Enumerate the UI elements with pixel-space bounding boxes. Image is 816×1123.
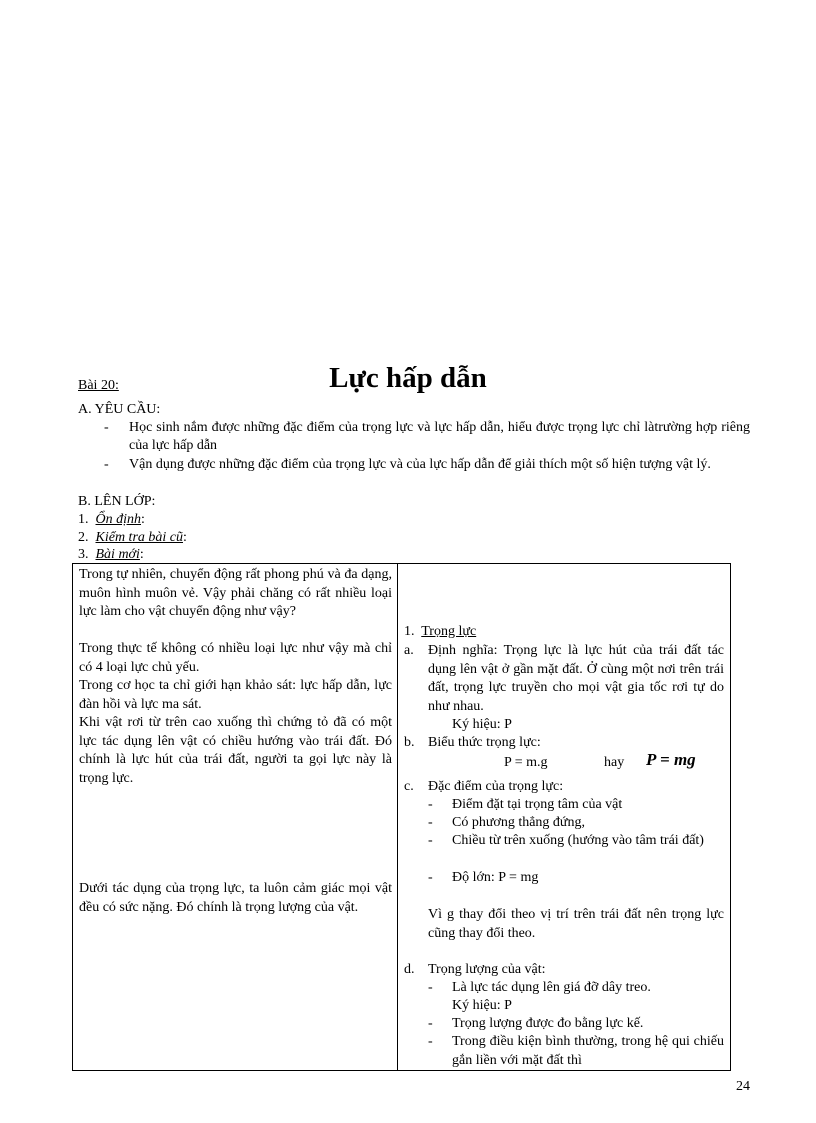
c-item-1: Điểm đặt tại trọng tâm của vật <box>452 797 623 812</box>
formula-vector: P = mg <box>646 750 696 769</box>
page-title: Lực hấp dẫn <box>329 362 487 394</box>
item-d-label: d. <box>404 962 415 977</box>
item-a-symbol: Ký hiệu: P <box>452 717 512 732</box>
item-number: 1. <box>78 512 89 527</box>
list-item <box>78 546 144 564</box>
c-item-4: Độ lớn: P = mg <box>452 870 539 885</box>
d-item-1: Là lực tác dụng lên giá đỡ dây treo. <box>452 980 651 995</box>
dash-icon: - <box>428 797 433 812</box>
item-a-label: a. <box>404 643 414 658</box>
left-para-1: Trong tự nhiên, chuyển động rất phong phú và đa dạng, muôn hình muôn vẻ. Vậy phải chăng có rất nhiều loại lực làm cho vật chuyển động như vậy? <box>79 567 392 619</box>
item-d-text: Trọng lượng của vật: <box>428 962 546 977</box>
lesson-label: Bài 20: <box>78 378 119 393</box>
dash-icon: - <box>428 815 433 830</box>
heading-number: 1. <box>404 624 415 639</box>
item-c-label: c. <box>404 779 414 794</box>
item-a-text: Định nghĩa: Trọng lực là lực hút của trái đất tác dụng lên vật ở gần mặt đất. Ở cùng một nơi trên trái đất, trọng lực truyền cho mọi vật gia tốc rơi tự do như nhau. <box>428 643 724 714</box>
formula-p-mg: P = m.g <box>504 755 548 770</box>
item-number: 2. <box>78 530 89 545</box>
list-item <box>78 529 187 547</box>
bullet-text: Vận dụng được những đặc điểm của trọng lực và của lực hấp dẫn để giải thích một số hiện tượng vật lý. <box>129 457 711 472</box>
left-para-5: Dưới tác dụng của trọng lực, ta luôn cảm giác mọi vật đều có sức nặng. Đó chính là trọng lượng của vật. <box>79 881 392 915</box>
right-column <box>398 564 731 1071</box>
dash-icon: - <box>428 1016 433 1031</box>
item-c-text: Đặc điểm của trọng lực: <box>428 779 564 794</box>
heading-trong-luc <box>404 623 476 642</box>
dash-icon: - <box>428 1034 433 1049</box>
formula-or: hay <box>604 755 625 770</box>
bullet-text: Học sinh nắm được những đặc điểm của trọng lực và lực hấp dẫn, hiểu được trọng lực chỉ làtrường hợp riêng của lực hấp dẫn <box>129 420 750 453</box>
item-suffix: : <box>183 530 187 545</box>
dash-icon: - <box>428 980 433 995</box>
item-label: Kiểm tra bài cũ <box>95 530 183 545</box>
d-item-2: Trọng lượng được đo bằng lực kế. <box>452 1016 644 1031</box>
dash-icon: - <box>428 870 433 885</box>
heading-text: Trọng lực <box>421 624 477 639</box>
item-label: Bài mới <box>95 547 140 562</box>
item-label: Ổn định <box>95 512 141 527</box>
d-item-3: Trong điều kiện bình thường, trong hệ qui chiếu gắn liền với mặt đất thì <box>452 1034 724 1068</box>
list-item <box>78 511 145 529</box>
left-para-2: Trong thực tế không có nhiều loại lực như vậy mà chỉ có 4 loại lực chủ yếu. <box>79 641 392 675</box>
item-suffix: : <box>141 512 145 527</box>
section-b-heading: B. LÊN LỚP: <box>78 494 156 509</box>
item-b-label: b. <box>404 735 415 750</box>
dash-icon: - <box>428 833 433 848</box>
section-a-bullet: - Vận dụng được những đặc điểm của trọng lực và của lực hấp dẫn để giải thích một số hiện tượng vật lý. <box>104 456 750 474</box>
left-para-3: Trong cơ học ta chỉ giới hạn khảo sát: lực hấp dẫn, lực đàn hồi và lực ma sát. <box>79 678 392 712</box>
c-item-3: Chiều từ trên xuống (hướng vào tâm trái đất) <box>452 833 704 848</box>
section-a-heading: A. YÊU CẦU: <box>78 402 161 417</box>
section-a-bullet: - Học sinh nắm được những đặc điểm của trọng lực và lực hấp dẫn, hiểu được trọng lực chỉ làtrường hợp riêng của lực hấp dẫn <box>104 420 750 453</box>
left-column <box>73 564 398 1071</box>
item-b-text: Biểu thức trọng lực: <box>428 735 541 750</box>
c-item-2: Có phương thẳng đứng, <box>452 815 586 830</box>
lesson-table <box>72 563 731 1071</box>
c-note: Vì g thay đổi theo vị trí trên trái đất nên trọng lực cũng thay đổi theo. <box>428 907 724 941</box>
left-para-4: Khi vật rơi từ trên cao xuống thì chứng tỏ đã có một lực tác dụng lên vật có chiều hướng vào trái đất. Đó chính là lực hút của trái đất, người ta gọi lực này là trọng lực. <box>79 715 392 786</box>
d-symbol: Ký hiệu: P <box>452 998 512 1013</box>
item-number: 3. <box>78 547 89 562</box>
item-suffix: : <box>139 547 144 562</box>
page-number: 24 <box>736 1079 750 1094</box>
